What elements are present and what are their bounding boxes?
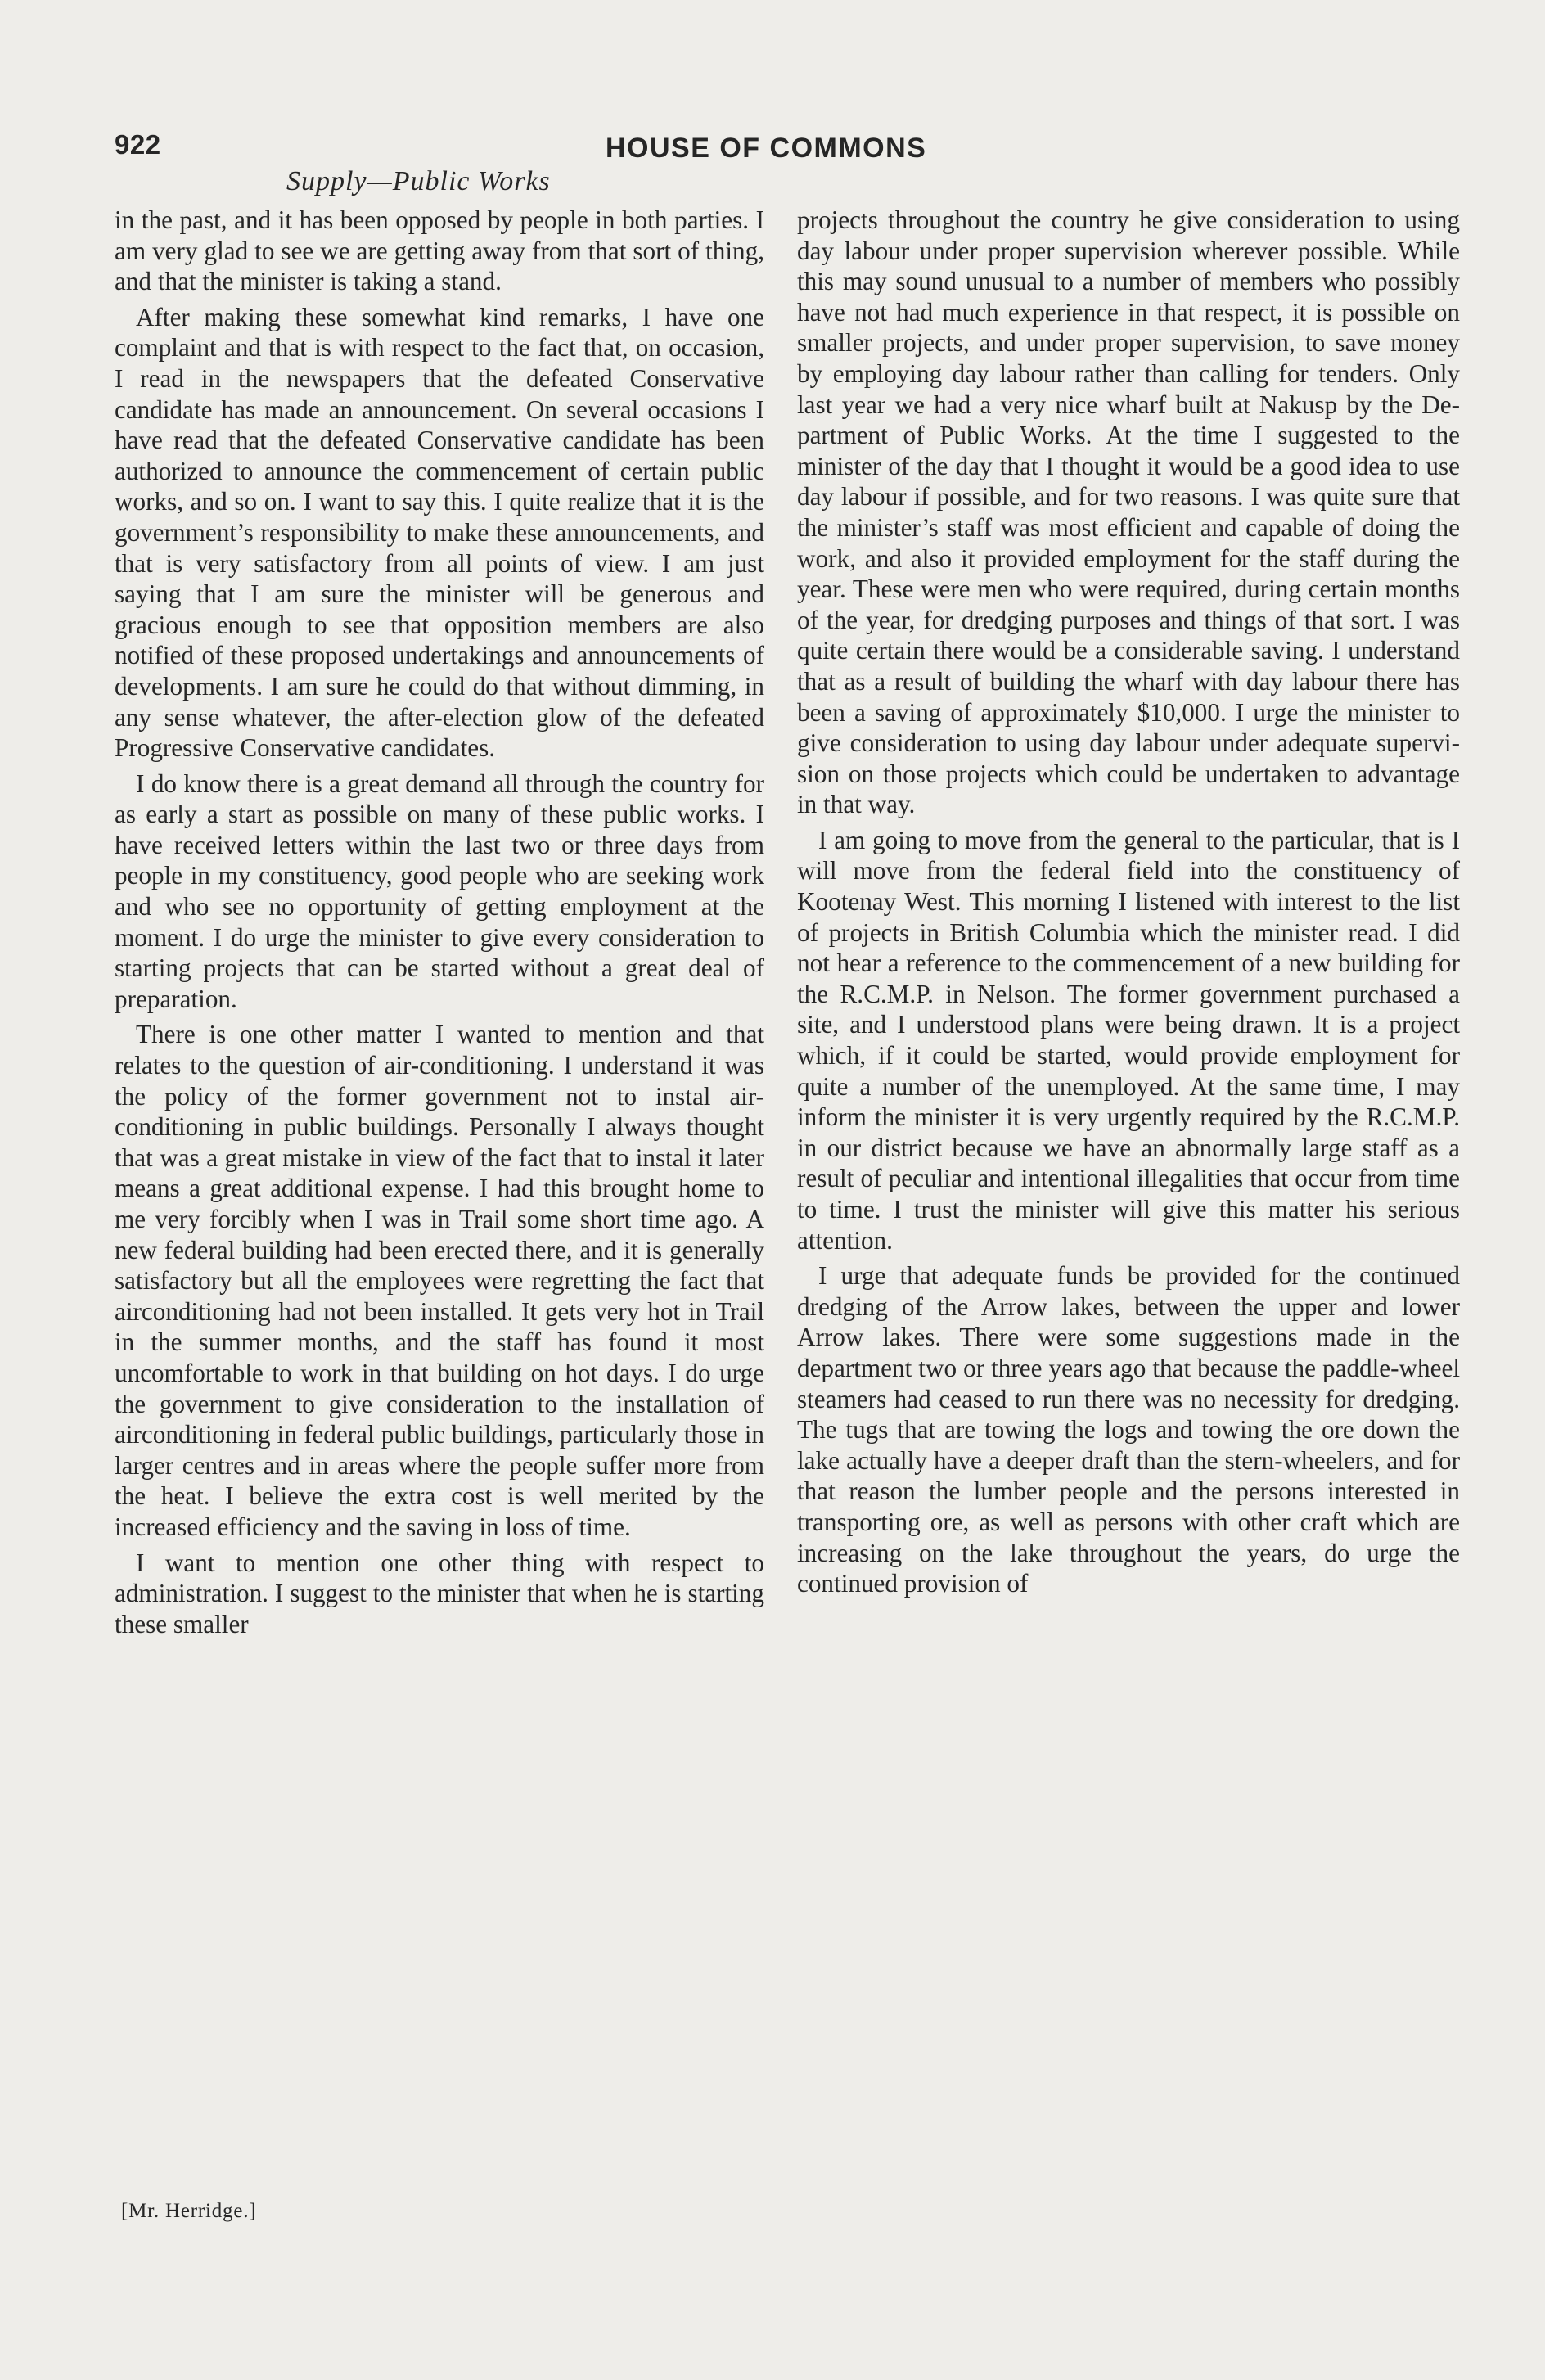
page-number: 922	[115, 129, 161, 160]
paragraph: projects throughout the country he give consideration to using day labour under proper supervision wherever possible. While this may sound unusual to a number of members who possibly have not had much experience in that respect, it is possible on smaller projects, and under proper supervision, to save money by employing day labour rather than calling for tenders. Only last year we had a very nice wharf built at Nakusp by the Department of Public Works. At the time I suggested to the minister of the day that I thought it would be a good idea to use day labour if possible, and for two reasons. I was quite sure that the minister’s staff was most efficient and capable of doing the work, and also it provided employment for the staff during the year. These were men who were required, during certain months of the year, for dredging purposes and things of that sort. I was quite certain there would be a considerable saving. I understand that as a result of building the wharf with day labour there has been a saving of approximately $10,000. I urge the minister to give consideration to using day labour under adequate supervision on those projects which could be undertaken to advantage in that way.	[797, 205, 1460, 819]
paragraph: After making these somewhat kind remarks, I have one complaint and that is with respect to the fact that, on occasion, I read in the newspapers that the defeated Conservative candidate has made an announcement. On several occasions I have read that the defeated Conservative candidate has been authorized to announce the commencement of certain public works, and so on. I want to say this. I quite realize that it is the government’s responsibility to make these announcements, and that is very satisfactory from all points of view. I am just saying that I am sure the minister will be generous and gracious enough to see that opposition members are also notified of these proposed undertakings and announcements of developments. I am sure he could do that without dimming, in any sense whatever, the after-election glow of the defeated Progressive Conservative candidates.	[115, 302, 764, 763]
paragraph: I urge that adequate funds be provided for the continued dredging of the Arrow lakes, between the upper and lower Arrow lakes. There were some suggestions made in the department two or three years ago that because the paddle-wheel steamers had ceased to run there was no necessity for dredging. The tugs that are towing the logs and towing the ore down the lake actually have a deeper draft than the stern-wheelers, and for that reason the lumber people and the persons interested in transporting ore, as well as persons with other craft which are increasing on the lake throughout the years, do urge the continued provision of	[797, 1261, 1460, 1598]
paragraph: I am going to move from the general to the particular, that is I will move from the federal field into the constituency of Kootenay West. This morning I listened with interest to the list of projects in British Columbia which the minister read. I did not hear a reference to the commencement of a new building for the R.C.M.P. in Nelson. The former government purchased a site, and I understood plans were being drawn. It is a project which, if it could be started, would provide employment for quite a number of the unemployed. At the same time, I may inform the minister it is very urgently required by the R.C.M.P. in our district because we have an abnormally large staff as a result of peculiar and intentional illegalities that occur from time to time. I trust the minister will give this matter his serious attention.	[797, 825, 1460, 1255]
paragraph: There is one other matter I wanted to mention and that relates to the question of air-conditioning. I understand it was the policy of the former government not to instal air-conditioning in public buildings. Personally I always thought that was a great mistake in view of the fact that to instal it later means a great additional expense. I had this brought home to me very forcibly when I was in Trail some short time ago. A new federal building had been erected there, and it is generally satisfactory but all the employees were regretting the fact that airconditioning had not been installed. It gets very hot in Trail in the summer months, and the staff has found it most uncomfortable to work in that building on hot days. I do urge the government to give consideration to the installation of airconditioning in federal public buildings, particularly those in larger centres and in areas where the people suffer more from the heat. I believe the extra cost is well merited by the increased efficiency and the saving in loss of time.	[115, 1020, 764, 1541]
paragraph: I want to mention one other thing with respect to administration. I suggest to the minister that when he is starting these smaller	[115, 1548, 764, 1639]
running-title: HOUSE OF COMMONS	[606, 133, 927, 164]
speaker-attribution: [Mr. Herridge.]	[121, 2200, 257, 2222]
section-heading: Supply—Public Works	[286, 166, 551, 196]
right-column	[797, 205, 1460, 1599]
left-column	[115, 205, 764, 1639]
paragraph: I do know there is a great demand all through the country for as early a start as possible on many of these public works. I have received letters within the last two or three days from people in my constituency, good people who are seeking work and who see no opportunity of getting employment at the moment. I do urge the minister to give every consideration to starting projects that can be started without a great deal of preparation.	[115, 769, 764, 1013]
paragraph: in the past, and it has been opposed by people in both parties. I am very glad to see we are getting away from that sort of thing, and that the minister is taking a stand.	[115, 205, 764, 296]
